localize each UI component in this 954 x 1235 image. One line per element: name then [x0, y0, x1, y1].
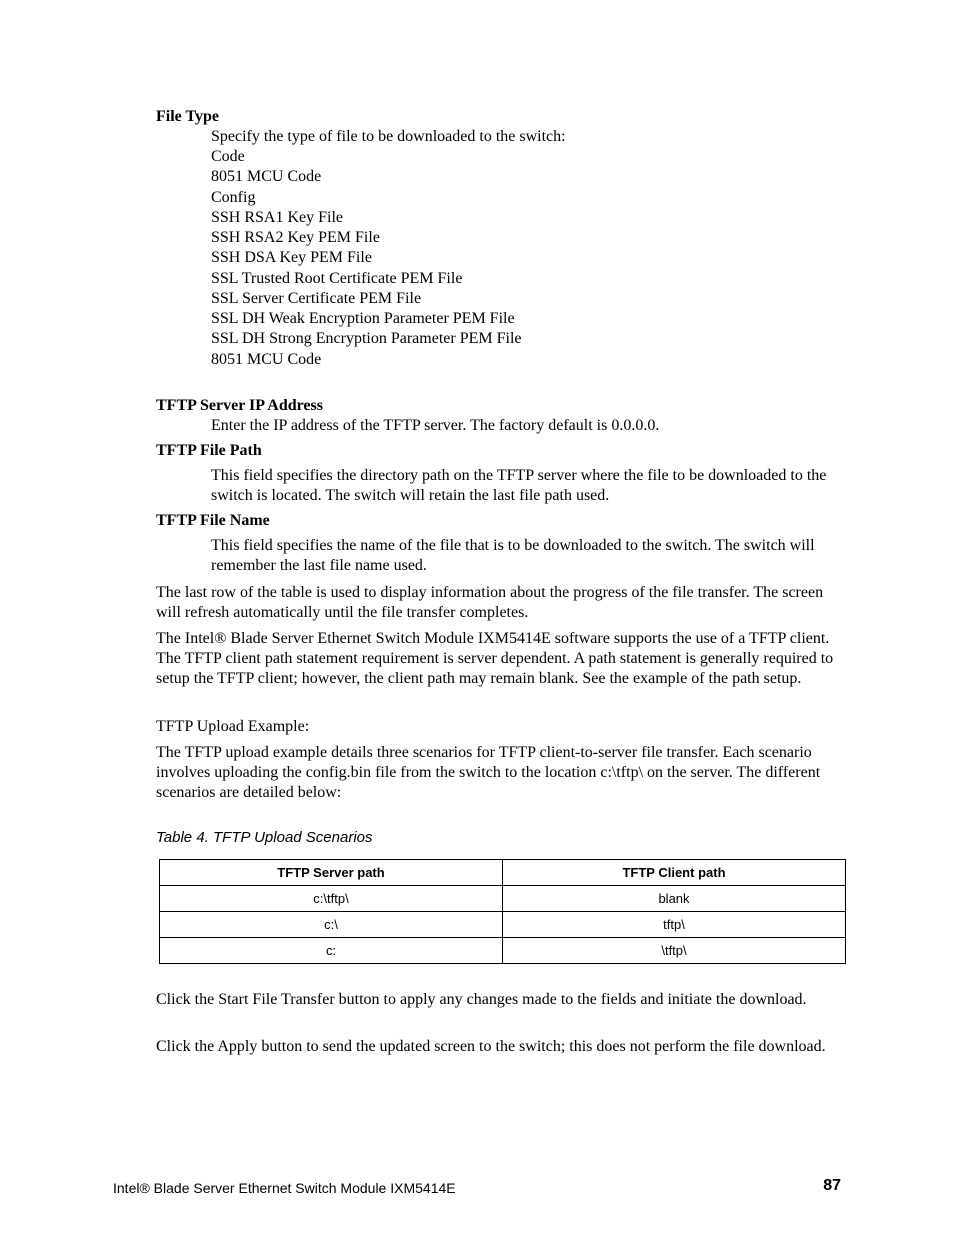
table-cell-client-path: blank	[503, 886, 846, 912]
file-type-option: 8051 MCU Code	[211, 168, 322, 186]
upload-example-label: TFTP Upload Example:	[156, 718, 310, 735]
file-type-option: Code	[211, 148, 245, 165]
file-type-option: SSL Trusted Root Certificate PEM File	[211, 269, 463, 287]
table-cell-server-path: c:\tftp\	[160, 886, 503, 912]
file-type-option: SSL DH Strong Encryption Parameter PEM File	[211, 330, 522, 348]
table-cell-server-path: c:\	[160, 912, 503, 938]
footer-title: Intel® Blade Server Ethernet Switch Module IXM5414E	[113, 1180, 456, 1196]
file-type-option: SSH RSA2 Key PEM File	[211, 229, 380, 246]
column-header-server-path: TFTP Server path	[160, 860, 503, 886]
column-header-client-path: TFTP Client path	[503, 860, 846, 886]
tftp-file-name-heading: TFTP File Name	[156, 512, 270, 529]
table-row	[160, 886, 846, 912]
client-support-paragraph: The Intel® Blade Server Ethernet Switch Module IXM5414E software supports the use of a TFTP client. The TFTP client path statement requirement is server dependent. A path statement is generally required to setup the TFTP client; however, the client path may remain blank. See the example of the path setup.	[156, 630, 834, 687]
table-header-row	[160, 860, 846, 886]
progress-paragraph: The last row of the table is used to display information about the progress of the file transfer. The screen will refresh automatically until the file transfer completes.	[156, 584, 824, 621]
apply-paragraph: Click the Apply button to send the updated screen to the switch; this does not perform the file download.	[156, 1038, 826, 1055]
file-type-option: SSH RSA1 Key File	[211, 208, 344, 226]
start-transfer-paragraph: Click the Start File Transfer button to apply any changes made to the fields and initiate the download.	[156, 991, 807, 1008]
file-type-option: 8051 MCU Code	[211, 350, 322, 368]
table-cell-client-path: \tftp\	[503, 938, 846, 964]
file-type-heading: File Type	[156, 108, 219, 125]
tftp-server-ip-text: Enter the IP address of the TFTP server. The factory default is 0.0.0.0.	[211, 417, 660, 434]
table-cell-client-path: tftp\	[503, 912, 846, 938]
file-type-option: Config	[211, 188, 256, 206]
table-row	[160, 912, 846, 938]
tftp-server-ip-heading: TFTP Server IP Address	[156, 397, 323, 414]
file-type-options	[211, 147, 522, 370]
tftp-file-path-heading: TFTP File Path	[156, 442, 262, 459]
upload-scenarios-table	[159, 859, 846, 964]
page-number: 87	[823, 1177, 841, 1194]
file-type-intro: Specify the type of file to be downloaded to the switch:	[211, 128, 566, 145]
file-type-option: SSH DSA Key PEM File	[211, 249, 372, 267]
tftp-file-name-text: This field specifies the name of the file that is to be downloaded to the switch. The switch will remember the last file name used.	[211, 537, 815, 574]
table-row	[160, 938, 846, 964]
table-caption: Table 4. TFTP Upload Scenarios	[156, 829, 373, 846]
table-cell-server-path: c:	[160, 938, 503, 964]
upload-example-paragraph: The TFTP upload example details three scenarios for TFTP client-to-server file transfer. Each scenario involves uploading the config.bin file from the switch to the location c:\tftp\ on the server. The different scenarios are detailed below:	[156, 744, 821, 801]
file-type-option: SSL DH Weak Encryption Parameter PEM File	[211, 310, 515, 327]
tftp-file-path-text: This field specifies the directory path on the TFTP server where the file to be downloaded to the switch is located. The switch will retain the last file path used.	[211, 467, 827, 504]
file-type-option: SSL Server Certificate PEM File	[211, 289, 422, 307]
